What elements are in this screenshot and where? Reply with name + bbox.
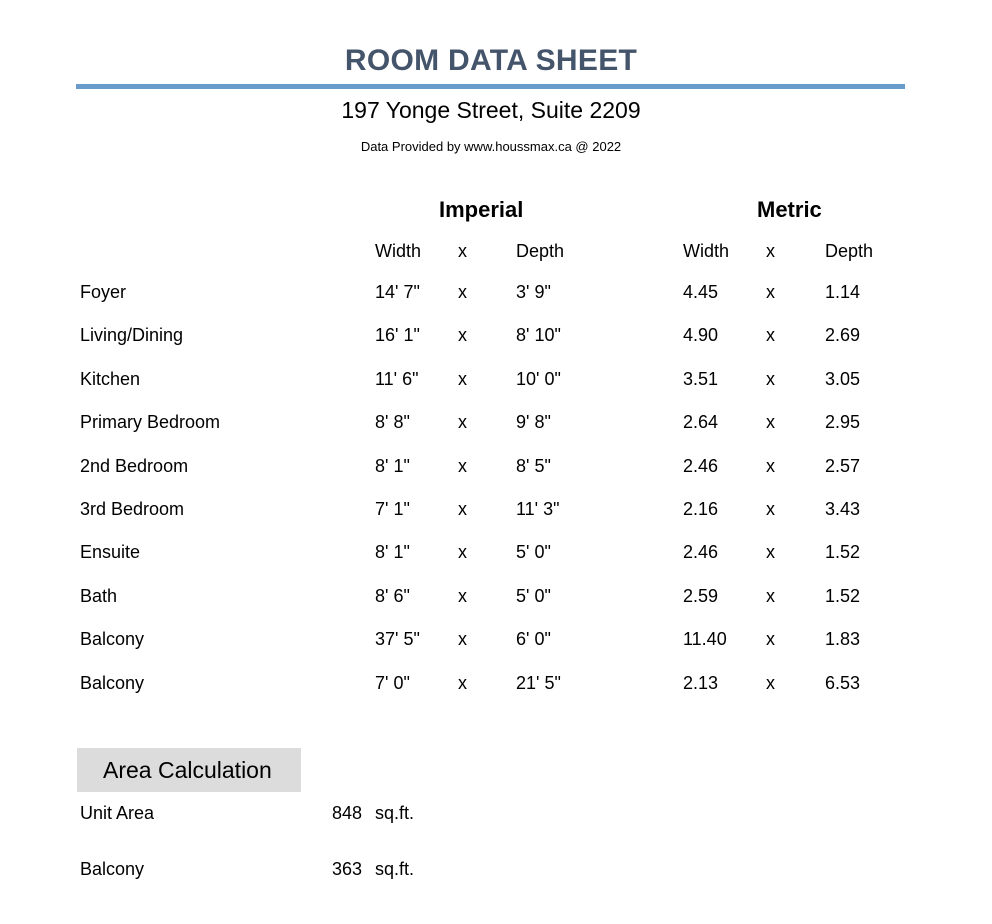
- imperial-depth: 9' 8": [516, 412, 551, 432]
- metric-depth: 1.52: [825, 586, 861, 606]
- table-row: [0, 369, 992, 393]
- imperial-width: 37' 5": [375, 629, 420, 649]
- room-name: 2nd Bedroom: [80, 456, 189, 476]
- metric-width-header: Width: [683, 241, 730, 261]
- table-row: [0, 456, 992, 480]
- area-unit: sq.ft.: [375, 859, 415, 879]
- data-credit: Data Provided by www.houssmax.ca @ 2022: [360, 139, 622, 154]
- room-name: Ensuite: [80, 542, 141, 562]
- times-sign: x: [766, 325, 775, 345]
- times-sign: x: [458, 499, 467, 519]
- metric-depth-header: Depth: [825, 241, 874, 261]
- imperial-depth: 5' 0": [516, 586, 551, 606]
- metric-x-header: x: [766, 241, 775, 261]
- area-row: [0, 803, 992, 827]
- times-sign: x: [458, 586, 467, 606]
- imperial-depth: 5' 0": [516, 542, 551, 562]
- times-sign: x: [766, 673, 775, 693]
- times-sign: x: [458, 412, 467, 432]
- times-sign: x: [766, 456, 775, 476]
- times-sign: x: [458, 673, 467, 693]
- table-row: [0, 629, 992, 653]
- metric-width: 2.13: [683, 673, 719, 693]
- imperial-width: 11' 6": [375, 369, 419, 389]
- metric-depth: 3.05: [825, 369, 861, 389]
- times-sign: x: [766, 542, 775, 562]
- table-row: [0, 325, 992, 349]
- imperial-width: 14' 7": [375, 282, 420, 302]
- area-label: Balcony: [80, 859, 145, 879]
- imperial-width: 16' 1": [375, 325, 420, 345]
- table-row: [0, 282, 992, 306]
- table-row: [0, 673, 992, 697]
- table-row: [0, 542, 992, 566]
- room-name: Balcony: [80, 673, 145, 693]
- imperial-depth: 3' 9": [516, 282, 551, 302]
- metric-depth: 2.95: [825, 412, 861, 432]
- imperial-width: 8' 8": [375, 412, 410, 432]
- metric-width: 4.45: [683, 282, 719, 302]
- area-unit: sq.ft.: [375, 803, 415, 823]
- area-value: 363: [331, 859, 362, 879]
- area-calculation-header: [77, 748, 301, 792]
- imperial-width: 8' 6": [375, 586, 410, 606]
- imperial-width: 8' 1": [375, 542, 410, 562]
- times-sign: x: [458, 282, 467, 302]
- metric-width: 4.90: [683, 325, 719, 345]
- property-address: 197 Yonge Street, Suite 2209: [341, 97, 641, 123]
- table-row: [0, 499, 992, 523]
- metric-width: 2.16: [683, 499, 719, 519]
- room-name: Kitchen: [80, 369, 141, 389]
- metric-width: 2.59: [683, 586, 719, 606]
- times-sign: x: [766, 282, 775, 302]
- imperial-width-header: Width: [375, 241, 422, 261]
- area-calculation-title: Area Calculation: [103, 757, 272, 783]
- title-divider: [76, 84, 905, 89]
- metric-depth: 1.14: [825, 282, 861, 302]
- metric-depth: 2.57: [825, 456, 861, 476]
- metric-width: 3.51: [683, 369, 719, 389]
- metric-width: 2.46: [683, 542, 719, 562]
- room-name: Balcony: [80, 629, 145, 649]
- imperial-heading: Imperial: [439, 197, 524, 222]
- imperial-depth: 6' 0": [516, 629, 551, 649]
- imperial-x-header: x: [458, 241, 467, 261]
- metric-depth: 1.52: [825, 542, 861, 562]
- room-name: Bath: [80, 586, 118, 606]
- times-sign: x: [458, 456, 467, 476]
- imperial-depth-header: Depth: [516, 241, 565, 261]
- room-name: Primary Bedroom: [80, 412, 221, 432]
- imperial-depth: 8' 5": [516, 456, 551, 476]
- room-name: Foyer: [80, 282, 127, 302]
- area-value: 848: [331, 803, 362, 823]
- metric-width: 2.64: [683, 412, 719, 432]
- imperial-depth: 10' 0": [516, 369, 561, 389]
- metric-width: 11.40: [683, 629, 727, 649]
- area-label: Unit Area: [80, 803, 155, 823]
- page-title: ROOM DATA SHEET: [344, 44, 638, 77]
- times-sign: x: [766, 412, 775, 432]
- times-sign: x: [458, 369, 467, 389]
- imperial-depth: 8' 10": [516, 325, 561, 345]
- times-sign: x: [458, 325, 467, 345]
- metric-depth: 2.69: [825, 325, 861, 345]
- times-sign: x: [766, 499, 775, 519]
- metric-heading: Metric: [757, 197, 822, 222]
- table-row: [0, 586, 992, 610]
- times-sign: x: [766, 629, 775, 649]
- imperial-width: 8' 1": [375, 456, 410, 476]
- imperial-width: 7' 1": [375, 499, 410, 519]
- times-sign: x: [766, 369, 775, 389]
- area-row: [0, 859, 992, 883]
- imperial-width: 7' 0": [375, 673, 410, 693]
- times-sign: x: [458, 629, 467, 649]
- times-sign: x: [766, 586, 775, 606]
- room-name: 3rd Bedroom: [80, 499, 185, 519]
- times-sign: x: [458, 542, 467, 562]
- metric-depth: 1.83: [825, 629, 861, 649]
- metric-depth: 6.53: [825, 673, 861, 693]
- metric-depth: 3.43: [825, 499, 861, 519]
- imperial-depth: 21' 5": [516, 673, 561, 693]
- room-name: Living/Dining: [80, 325, 184, 345]
- metric-width: 2.46: [683, 456, 719, 476]
- table-row: [0, 412, 992, 436]
- imperial-depth: 11' 3": [516, 499, 560, 519]
